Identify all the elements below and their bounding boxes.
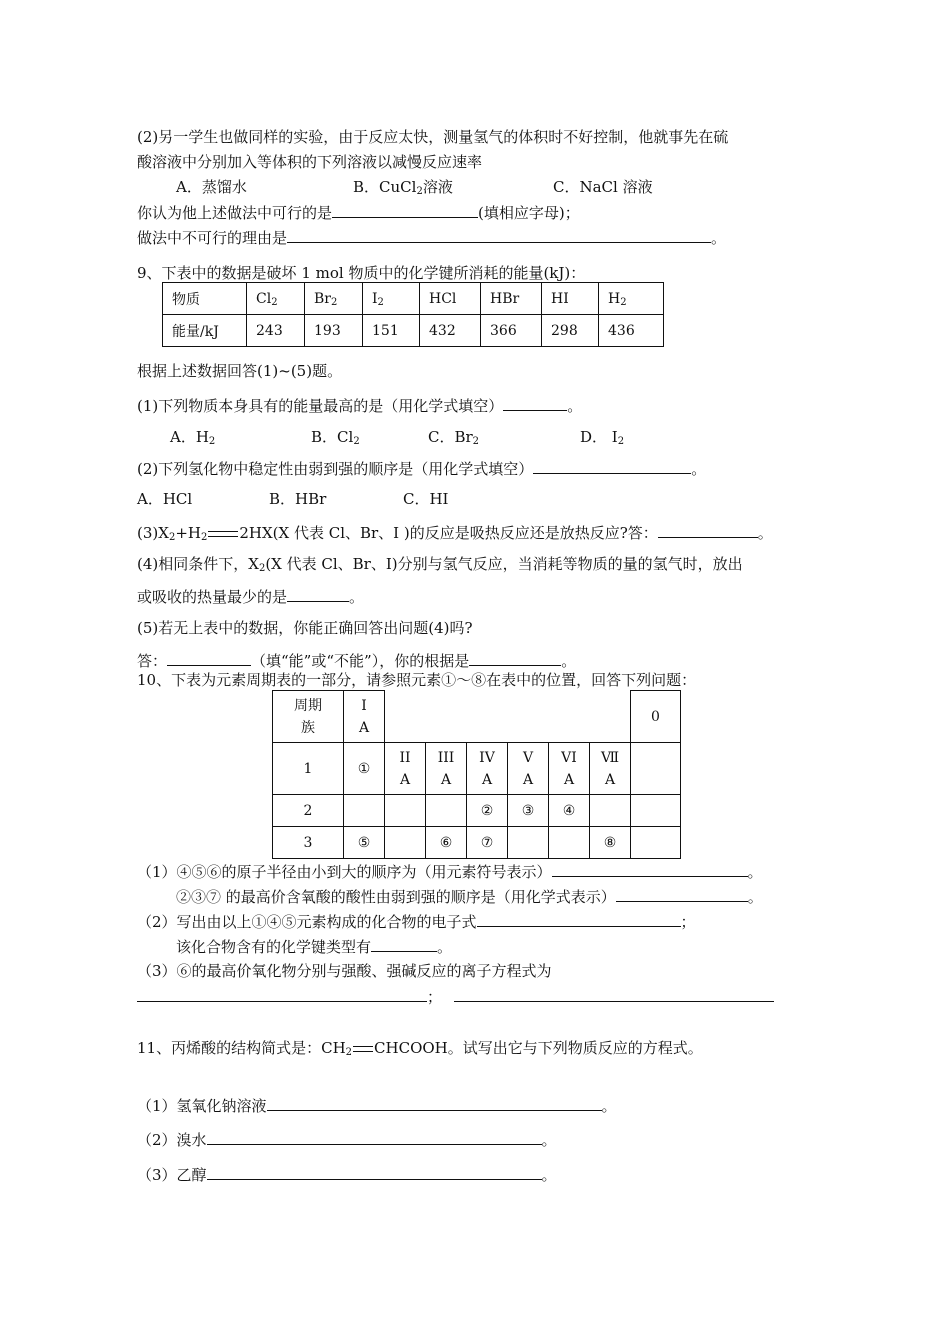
equals-sign <box>208 531 238 537</box>
table-empty-span <box>385 691 631 743</box>
table-header-cell: II A <box>385 743 426 795</box>
q10-q3-answers: ； <box>137 986 774 1007</box>
q9-answer-intro: 根据上述数据回答(1)~(5)题。 <box>137 362 343 380</box>
answer-blank[interactable] <box>552 861 748 877</box>
table-header-cell: V A <box>508 743 549 795</box>
table-row-label: 能量/kJ <box>163 315 247 347</box>
q8-reason-post: 。 <box>711 229 727 247</box>
period-label: 3 <box>273 827 344 859</box>
q9-p1: (1)下列物质本身具有的能量最高的是（用化学式填空） 。 <box>137 397 583 415</box>
element-cell: ⑦ <box>467 827 508 859</box>
periodic-table <box>272 690 681 859</box>
answer-blank[interactable] <box>469 650 561 666</box>
element-cell: ⑤ <box>344 827 385 859</box>
q8-option-b-post: 溶液 <box>422 178 453 196</box>
table-header-cell: VI A <box>549 743 590 795</box>
period-label: 1 <box>273 743 344 795</box>
table-cell: $I_2$ <box>363 283 420 315</box>
answer-blank[interactable] <box>267 1095 602 1111</box>
q11-item-1: （1）氢氧化钠溶液 。 <box>137 1097 617 1115</box>
bond-energy-table <box>162 282 664 347</box>
q9-p1-option-c: C．$Br_2$ <box>428 428 480 447</box>
period-label: 2 <box>273 795 344 827</box>
q8-part2-line2: 酸溶液中分别加入等体积的下列溶液以减慢反应速率 <box>137 153 483 171</box>
table-cell: 436 <box>599 315 664 347</box>
q8-reason-line <box>137 227 726 248</box>
table-cell: $Br_2$ <box>305 283 363 315</box>
table-row-label: 物质 <box>163 283 247 315</box>
q9-p1-option-b: B．$Cl_2$ <box>311 428 360 447</box>
table-cell <box>631 795 681 827</box>
table-cell <box>631 827 681 859</box>
table-cell: $H_2$ <box>599 283 664 315</box>
q9-p1-option-d: D． $I_2$ <box>580 428 625 447</box>
answer-blank[interactable] <box>207 1164 542 1180</box>
q9-p2-option-b: B．HBr <box>269 490 327 508</box>
answer-blank[interactable] <box>533 458 691 474</box>
q8-feasible-line <box>137 202 580 223</box>
table-cell <box>631 743 681 795</box>
q9-p1-option-a: A．$H_2$ <box>170 428 216 447</box>
table-header-cell: I A <box>344 691 385 743</box>
answer-blank[interactable] <box>207 1129 542 1145</box>
q9-p2: (2)下列氢化物中稳定性由弱到强的顺序是（用化学式填空） 。 <box>137 460 707 478</box>
element-cell: ② <box>467 795 508 827</box>
table-cell: 151 <box>363 315 420 347</box>
q11-item-2: （2）溴水 。 <box>137 1131 557 1149</box>
q9-p4-line2: 或吸收的热量最少的是 。 <box>137 588 365 606</box>
table-header-cell: 0 <box>631 691 681 743</box>
table-header-cell: III A <box>426 743 467 795</box>
table-cell <box>385 795 426 827</box>
q9-p4-line1: (4)相同条件下，$X_2(X$ 代表 Cl、Br、I)分别与氢气反应，当消耗等物质的量的氢气时，放出 <box>137 555 743 574</box>
table-cell <box>590 795 631 827</box>
answer-blank[interactable] <box>332 202 478 218</box>
q9-p3: $(3)X_2+H_2$ 2HX(X 代表 Cl、Br、I )的反应是吸热反应还是放热反应?答： 。 <box>137 524 773 543</box>
q10-q1a: （1）④⑤⑥的原子半径由小到大的顺序为（用元素符号表示） 。 <box>137 863 763 881</box>
q8-option-a: A．蒸馏水 <box>176 178 247 196</box>
element-cell: ④ <box>549 795 590 827</box>
q10-q3: （3）⑥的最高价氧化物分别与强酸、强碱反应的离子方程式为 <box>137 962 552 980</box>
element-cell: ⑥ <box>426 827 467 859</box>
q11-intro: 11、丙烯酸的结构简式是：$CH_2$ CHCOOH。试写出它与下列物质反应的方程式。 <box>137 1039 703 1058</box>
table-cell: HCl <box>420 283 481 315</box>
table-cell: HBr <box>481 283 542 315</box>
answer-blank[interactable] <box>616 886 748 902</box>
q10-q2a: （2）写出由以上①④⑤元素构成的化合物的电子式 ； <box>137 913 696 931</box>
table-cell: 193 <box>305 315 363 347</box>
q9-p5: (5)若无上表中的数据，你能正确回答出问题(4)吗? <box>137 619 473 637</box>
q10-q1b: ②③⑦ 的最高价含氧酸的酸性由弱到强的顺序是（用化学式表示） 。 <box>176 888 763 906</box>
element-cell: ① <box>344 743 385 795</box>
element-cell: ⑧ <box>590 827 631 859</box>
table-header-cell: 周期 族 <box>273 691 344 743</box>
table-header-cell: Ⅶ A <box>590 743 631 795</box>
q10-q2b: 该化合物含有的化学键类型有 。 <box>176 938 453 956</box>
answer-blank[interactable] <box>287 227 711 243</box>
table-cell: 432 <box>420 315 481 347</box>
q8-option-b-pre: B．CuCl <box>353 178 417 196</box>
q9-p2-option-a: A．HCl <box>137 490 193 508</box>
table-cell <box>426 795 467 827</box>
q11-item-3: （3）乙醇 。 <box>137 1166 557 1184</box>
table-header-cell: IV A <box>467 743 508 795</box>
table-cell <box>385 827 426 859</box>
q8-reason-pre: 做法中不可行的理由是 <box>137 229 288 247</box>
q8-feasible-post: (填相应字母)； <box>478 204 580 222</box>
q8-option-b-sub: 2 <box>416 186 423 197</box>
answer-blank[interactable] <box>454 986 774 1002</box>
table-cell <box>549 827 590 859</box>
table-cell: $Cl_2$ <box>247 283 305 315</box>
q8-part2-line1: (2)另一学生也做同样的实验，由于反应太快，测量氢气的体积时不好控制，他就事先在硫 <box>137 128 729 146</box>
answer-blank[interactable] <box>287 586 349 602</box>
element-cell: ③ <box>508 795 549 827</box>
table-cell <box>508 827 549 859</box>
q8-feasible-pre: 你认为他上述做法中可行的是 <box>137 204 333 222</box>
q10-intro: 10、下表为元素周期表的一部分，请参照元素①～⑧在表中的位置，回答下列问题： <box>137 671 697 689</box>
q9-intro: 9、下表中的数据是破坏 1 mol 物质中的化学键所消耗的能量(kJ)： <box>137 264 586 282</box>
table-cell: 243 <box>247 315 305 347</box>
table-cell: HI <box>542 283 599 315</box>
answer-blank[interactable] <box>477 911 681 927</box>
answer-blank[interactable] <box>371 936 437 952</box>
answer-blank[interactable] <box>167 650 251 666</box>
table-cell <box>344 795 385 827</box>
answer-blank[interactable] <box>658 522 758 538</box>
q9-p5-answer: 答： （填“能”或“不能”），你的根据是 。 <box>137 652 577 670</box>
answer-blank[interactable] <box>503 395 567 411</box>
q9-p2-option-c: C．HI <box>403 490 449 508</box>
double-bond-sign <box>353 1046 373 1052</box>
q8-option-c: C．NaCl 溶液 <box>553 178 653 196</box>
answer-blank[interactable] <box>137 986 427 1002</box>
table-cell: 298 <box>542 315 599 347</box>
q8-option-b <box>353 177 453 197</box>
table-cell: 366 <box>481 315 542 347</box>
